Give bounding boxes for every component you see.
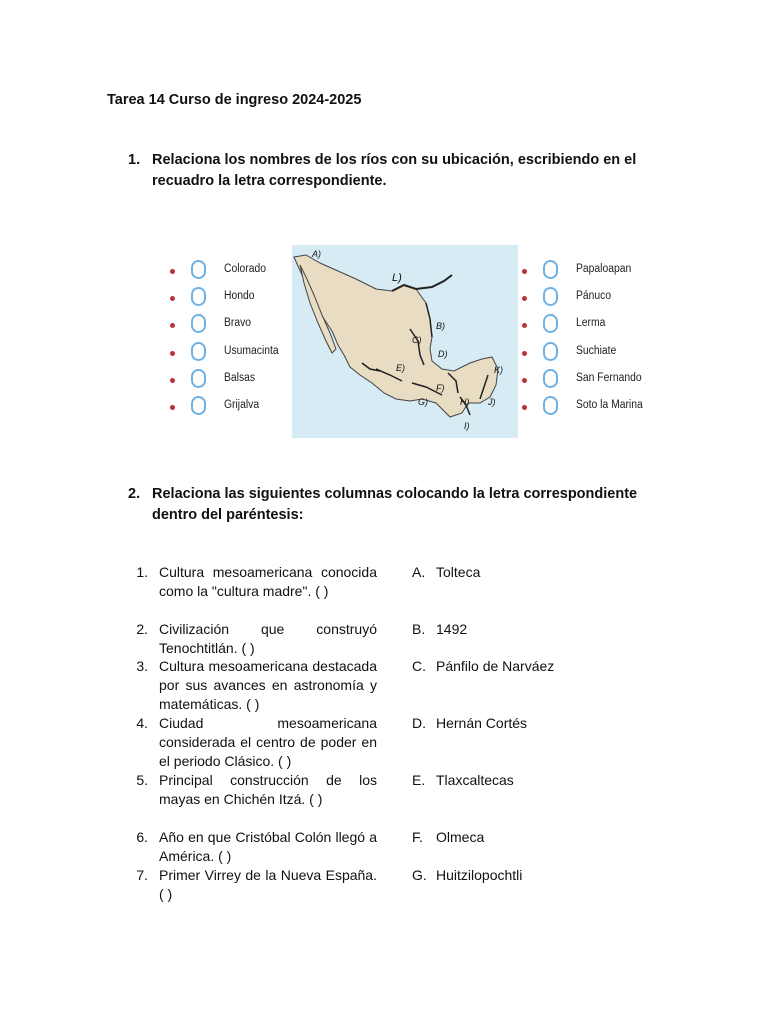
river-name: San Fernando — [576, 371, 642, 384]
statement-number: 5. — [136, 772, 148, 788]
river-name: Hondo — [224, 290, 255, 303]
river-name: Soto la Marina — [576, 398, 643, 411]
answer-option — [412, 563, 480, 582]
answer-letter: C. — [412, 658, 426, 674]
bullet-dot — [170, 351, 175, 356]
river-name: Papaloapan — [576, 263, 632, 275]
bullet-dot — [522, 323, 527, 328]
answer-text: 1492 — [436, 621, 468, 637]
answer-box[interactable] — [543, 342, 558, 361]
bullet-dot — [170, 269, 175, 274]
map-label: B) — [436, 321, 445, 331]
map-label: H) — [460, 397, 470, 407]
bullet-dot — [522, 378, 527, 383]
river-name: Grijalva — [224, 398, 260, 411]
map-label: E) — [396, 363, 405, 373]
answer-box[interactable] — [543, 287, 558, 306]
answer-box[interactable] — [543, 396, 558, 415]
map-label: K) — [494, 365, 503, 375]
answer-text: Pánfilo de Narváez — [436, 658, 555, 674]
map-label: F) — [436, 383, 445, 393]
map-label: J) — [488, 397, 496, 407]
answer-text: Hernán Cortés — [436, 715, 528, 731]
bullet-dot — [170, 378, 175, 383]
answer-option — [412, 657, 554, 676]
answer-option — [412, 714, 527, 733]
answer-box[interactable] — [191, 369, 206, 388]
river-name: Suchiate — [576, 344, 617, 357]
mexico-map-drawing — [292, 245, 518, 438]
bullet-dot — [522, 296, 527, 301]
answer-letter: D. — [412, 715, 426, 731]
answer-box[interactable] — [191, 314, 206, 333]
mexico-map — [292, 245, 518, 438]
rivers-map-figure — [160, 232, 660, 442]
river-name: Colorado — [224, 263, 267, 275]
answer-option — [412, 771, 514, 790]
answer-letter: E. — [412, 772, 426, 788]
river-name: Pánuco — [576, 290, 612, 303]
answer-text: Tolteca — [436, 564, 481, 580]
question-number: 1. — [128, 152, 141, 168]
answer-text: Tlaxcaltecas — [436, 772, 514, 788]
answer-text: Huitzilopochtli — [436, 867, 523, 883]
answer-box[interactable] — [191, 342, 206, 361]
statement-number: 6. — [136, 829, 148, 845]
answer-letter: G. — [412, 867, 427, 883]
document-title: Tarea 14 Curso de ingreso 2024-2025 — [107, 92, 362, 108]
question-2 — [128, 484, 668, 528]
answer-option — [412, 828, 484, 847]
question-number: 2. — [128, 486, 141, 502]
map-label: C) — [412, 335, 422, 345]
answer-option — [412, 620, 467, 639]
answer-box[interactable] — [191, 396, 206, 415]
statement-text: Primer Virrey de la Nueva España. ( ) — [159, 867, 377, 902]
bullet-dot — [170, 296, 175, 301]
bullet-dot — [522, 269, 527, 274]
bullet-dot — [522, 405, 527, 410]
statement-text: Cultura mesoamericana conocida como la "cultura madre". ( ) — [159, 564, 377, 599]
statement-text: Principal construcción de los mayas en Chichén Itzá. ( ) — [159, 772, 377, 807]
statement-number: 2. — [136, 621, 148, 637]
map-label: A) — [312, 249, 321, 259]
statement-text: Año en que Cristóbal Colón llegó a América. ( ) — [159, 829, 377, 864]
statement-text: Cultura mesoamericana destacada por sus avances en astronomía y matemáticas. ( ) — [159, 658, 377, 712]
question-text: Relaciona los nombres de los ríos con su ubicación, escribiendo en el recuadro la letra correspondiente. — [152, 152, 637, 189]
statement-number: 7. — [136, 867, 148, 883]
map-label: I) — [464, 421, 470, 431]
map-label: D) — [438, 349, 448, 359]
statement-number: 3. — [136, 658, 148, 674]
bullet-dot — [170, 323, 175, 328]
answer-box[interactable] — [543, 260, 558, 279]
answer-letter: A. — [412, 564, 426, 580]
map-label: L) — [392, 272, 402, 284]
answer-letter: F. — [412, 829, 423, 845]
river-name: Bravo — [224, 317, 252, 330]
answer-box[interactable] — [191, 287, 206, 306]
answer-letter: B. — [412, 621, 426, 637]
bullet-dot — [170, 405, 175, 410]
question-1 — [128, 150, 668, 194]
river-name: Lerma — [576, 317, 606, 330]
answer-box[interactable] — [191, 260, 206, 279]
statement-text: Ciudad mesoamericana considerada el centro de poder en el periodo Clásico. ( ) — [159, 715, 377, 769]
answer-text: Olmeca — [436, 829, 485, 845]
answer-box[interactable] — [543, 369, 558, 388]
answer-option — [412, 866, 522, 885]
statement-number: 1. — [136, 564, 148, 580]
bullet-dot — [522, 351, 527, 356]
river-name: Balsas — [224, 371, 256, 384]
statement-number: 4. — [136, 715, 148, 731]
river-name: Usumacinta — [224, 344, 279, 357]
question-text: Relaciona las siguientes columnas colocando la letra correspondiente dentro del paréntesis: — [152, 486, 638, 523]
answer-box[interactable] — [543, 314, 558, 333]
statement-text: Civilización que construyó Tenochtitlán. ( ) — [159, 621, 377, 656]
map-label: G) — [418, 397, 428, 407]
